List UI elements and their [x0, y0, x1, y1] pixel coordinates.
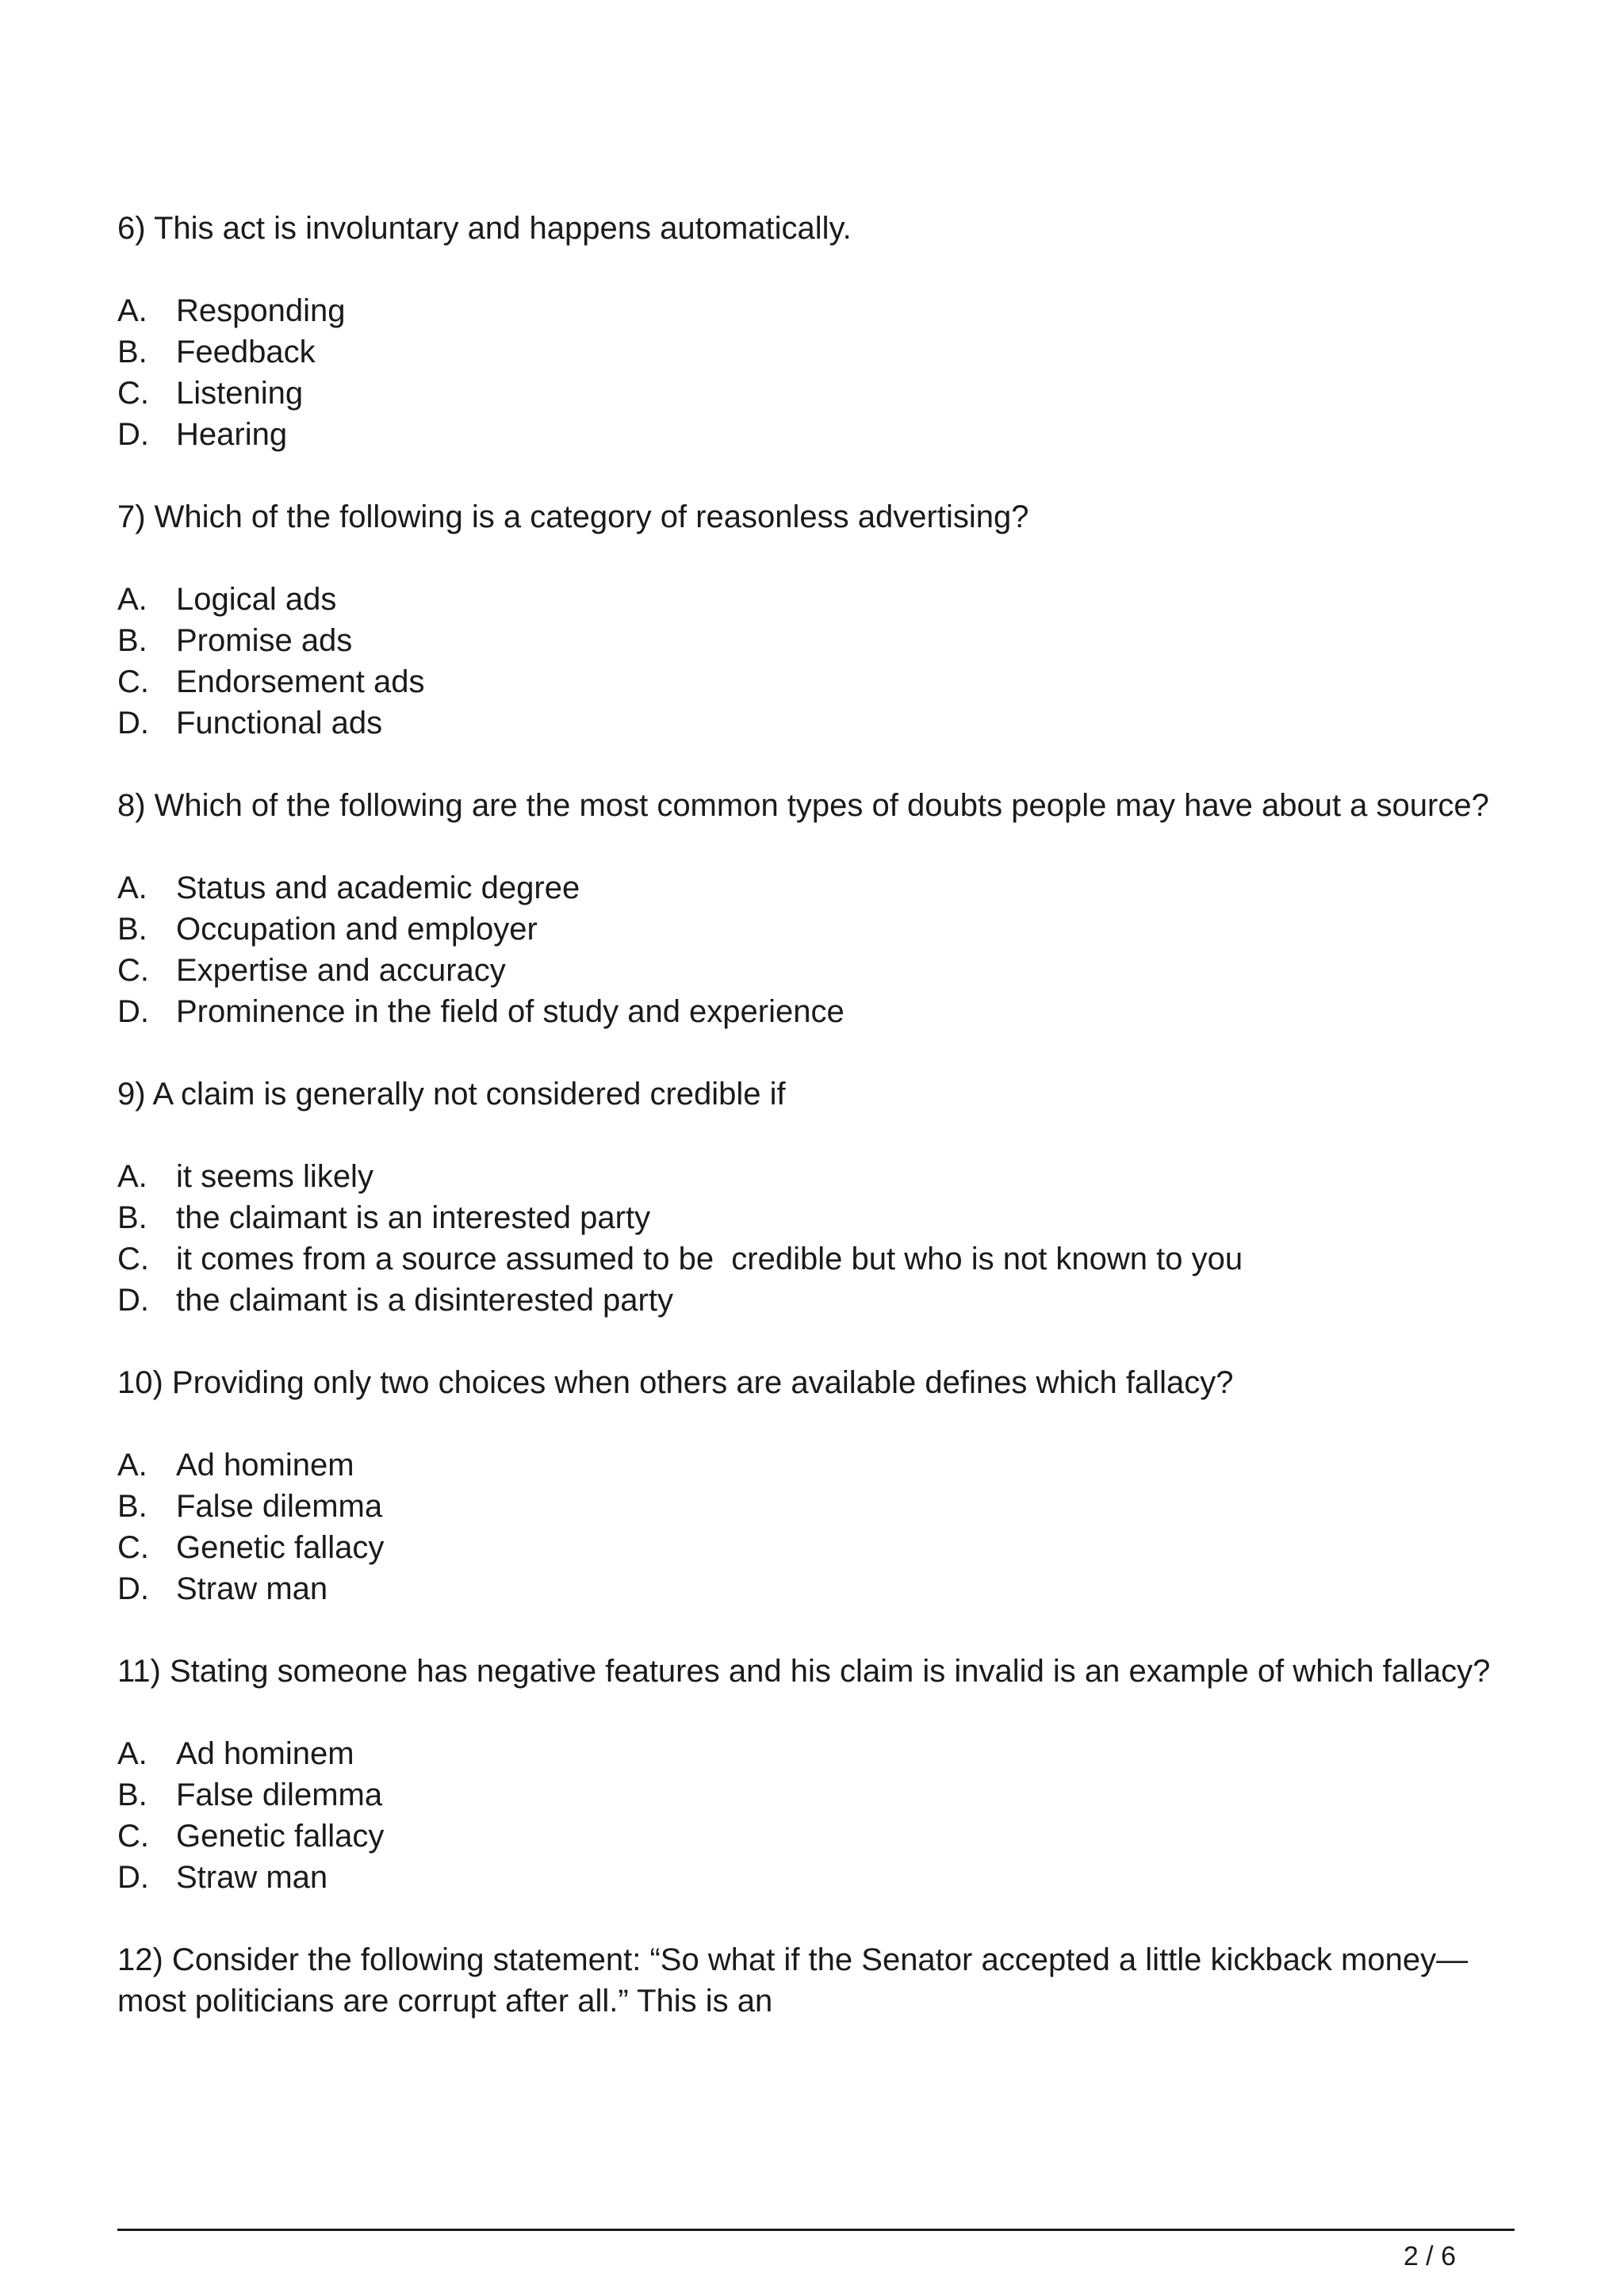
answer-option	[117, 1527, 1529, 1568]
option-letter: D.	[117, 706, 149, 740]
option-text: Genetic fallacy	[176, 1530, 385, 1565]
option-letter: B.	[117, 623, 147, 658]
option-text: Ad hominem	[176, 1736, 354, 1771]
answer-options	[117, 579, 1529, 744]
option-letter: D.	[117, 994, 149, 1029]
option-letter: C.	[117, 1819, 149, 1854]
question-text: 8) Which of the following are the most common types of doubts people may have about a source?	[117, 788, 1489, 823]
answer-options	[117, 867, 1529, 1032]
question-block	[117, 496, 1529, 744]
answer-option	[117, 1445, 1529, 1486]
option-text: Logical ads	[176, 582, 337, 617]
answer-option	[117, 1156, 1529, 1197]
option-text: Expertise and accuracy	[176, 953, 506, 988]
option-text: False dilemma	[176, 1777, 383, 1812]
option-letter: A.	[117, 1159, 147, 1194]
option-letter: A.	[117, 293, 147, 328]
option-letter: C.	[117, 953, 149, 988]
answer-option	[117, 867, 1529, 909]
question-list	[117, 208, 1529, 2022]
option-text: Straw man	[176, 1571, 328, 1606]
option-text: Straw man	[176, 1860, 328, 1895]
option-text: it comes from a source assumed to be credible but who is not known to you	[176, 1242, 1243, 1276]
option-letter: B.	[117, 335, 147, 369]
answer-option	[117, 579, 1529, 620]
answer-option	[117, 1816, 1529, 1857]
option-text: Hearing	[176, 417, 288, 452]
answer-option	[117, 661, 1529, 702]
option-text: False dilemma	[176, 1489, 383, 1524]
option-text: it seems likely	[176, 1159, 373, 1194]
answer-option	[117, 290, 1529, 331]
option-letter: C.	[117, 1530, 149, 1565]
answer-option	[117, 1774, 1529, 1816]
question-block	[117, 1651, 1529, 1898]
question-block	[117, 1362, 1529, 1609]
option-letter: C.	[117, 376, 149, 411]
answer-option	[117, 414, 1529, 455]
option-letter: D.	[117, 1283, 149, 1318]
option-letter: C.	[117, 1242, 149, 1276]
question-text: 6) This act is involuntary and happens automatically.	[117, 211, 852, 246]
option-text: Promise ads	[176, 623, 353, 658]
answer-option	[117, 1280, 1529, 1321]
option-text: Ad hominem	[176, 1448, 354, 1483]
option-text: Endorsement ads	[176, 664, 425, 699]
option-text: Responding	[176, 293, 346, 328]
option-letter: A.	[117, 1448, 147, 1483]
page-number: 2 / 6	[1403, 2241, 1456, 2271]
option-letter: A.	[117, 871, 147, 905]
answer-option	[117, 620, 1529, 661]
question-block	[117, 785, 1529, 1032]
option-letter: D.	[117, 1860, 149, 1895]
answer-option	[117, 950, 1529, 991]
option-text: Status and academic degree	[176, 871, 580, 905]
answer-option	[117, 1857, 1529, 1898]
option-letter: A.	[117, 1736, 147, 1771]
answer-option	[117, 1197, 1529, 1238]
option-text: Occupation and employer	[176, 912, 538, 947]
option-text: the claimant is an interested party	[176, 1200, 651, 1235]
answer-option	[117, 702, 1529, 744]
option-letter: C.	[117, 664, 149, 699]
option-text: Prominence in the field of study and experience	[176, 994, 845, 1029]
option-letter: B.	[117, 1200, 147, 1235]
question-text: 12) Consider the following statement: “So what if the Senator accepted a little kickback money—most politicians are corrupt after all.” This is an	[117, 1942, 1469, 2019]
answer-options	[117, 1156, 1529, 1321]
answer-option	[117, 909, 1529, 950]
question-block	[117, 208, 1529, 455]
answer-option	[117, 1238, 1529, 1280]
option-letter: B.	[117, 912, 147, 947]
question-text: 10) Providing only two choices when others are available defines which fallacy?	[117, 1365, 1234, 1400]
question-block	[117, 1939, 1529, 2022]
option-letter: D.	[117, 417, 149, 452]
option-letter: D.	[117, 1571, 149, 1606]
answer-options	[117, 290, 1529, 455]
answer-option	[117, 373, 1529, 414]
option-letter: B.	[117, 1489, 147, 1524]
question-text: 11) Stating someone has negative features and his claim is invalid is an example of which fallacy?	[117, 1654, 1491, 1689]
option-letter: A.	[117, 582, 147, 617]
option-letter: B.	[117, 1777, 147, 1812]
option-text: Feedback	[176, 335, 316, 369]
option-text: the claimant is a disinterested party	[176, 1283, 673, 1318]
option-text: Listening	[176, 376, 304, 411]
answer-options	[117, 1445, 1529, 1609]
footer-divider	[117, 2229, 1515, 2231]
question-text: 9) A claim is generally not considered credible if	[117, 1077, 786, 1112]
question-text: 7) Which of the following is a category of reasonless advertising?	[117, 499, 1029, 534]
answer-option	[117, 1568, 1529, 1609]
answer-option	[117, 1486, 1529, 1527]
answer-option	[117, 1733, 1529, 1774]
answer-option	[117, 331, 1529, 373]
option-text: Genetic fallacy	[176, 1819, 385, 1854]
answer-options	[117, 1733, 1529, 1898]
question-block	[117, 1073, 1529, 1321]
answer-option	[117, 991, 1529, 1032]
option-text: Functional ads	[176, 706, 383, 740]
